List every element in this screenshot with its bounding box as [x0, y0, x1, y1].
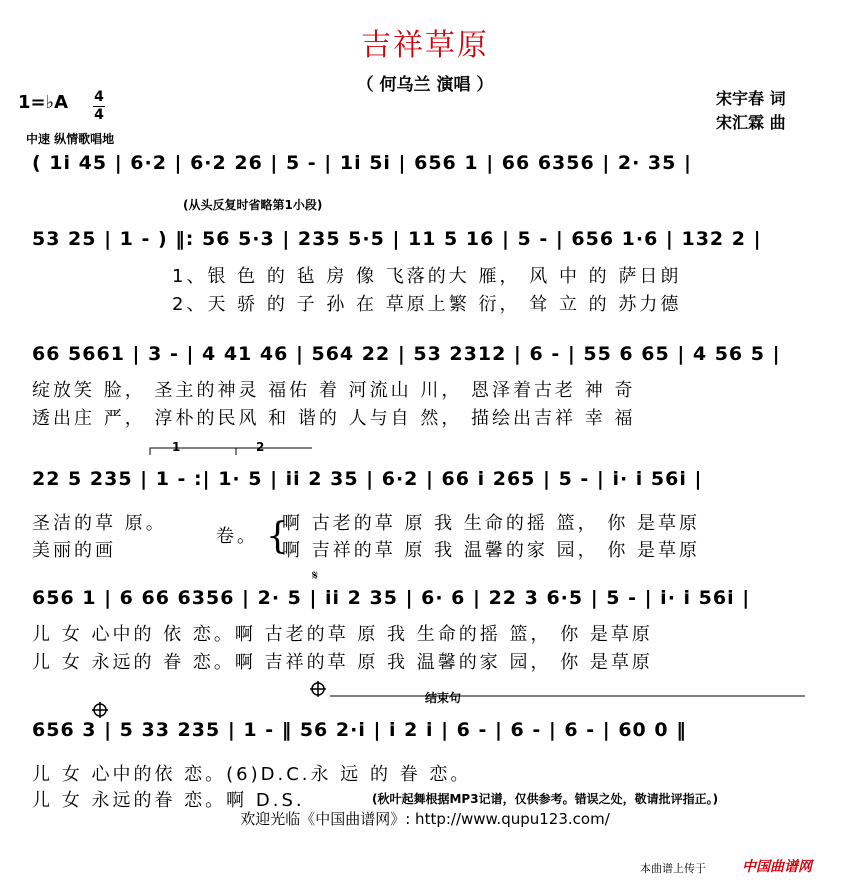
upload-label: 本曲谱上传于 — [640, 862, 706, 875]
score-row-4: 22 5 235 | 1 - :| 1· 5 | ii 2 35 | 6·2 | 66 i 265 | 5 - | i· i 56i | — [32, 468, 703, 490]
lyric-row-5-verse-1: 儿 女 心中的 依 恋。啊 古老的草 原 我 生命的摇 篮， 你 是草原 — [32, 624, 653, 645]
lyric-row-4-verse-2: 美丽的画 — [32, 540, 116, 561]
performer-subtitle: （ 何乌兰 演唱 ） — [356, 75, 494, 95]
page-title: 吉祥草原 — [361, 28, 489, 63]
lyric-row-4-verse-1: 圣洁的草 原。 — [32, 513, 167, 534]
lyric-row-4-shared: 卷。 — [216, 526, 258, 547]
footer-link[interactable]: 欢迎光临《中国曲谱网》: http://www.qupu123.com/ — [240, 810, 610, 828]
lyric-row-6-verse-2: 儿 女 永远的眷 恋。啊 D.S. — [32, 790, 305, 811]
brace-icon: { — [266, 516, 289, 557]
lyric-row-6-verse-1: 儿 女 心中的依 恋。(6)D.C.永 远 的 眷 恋。 — [32, 764, 472, 785]
coda-label: 结束句 — [425, 691, 462, 705]
lyric-row-2-verse-1: 1、银 色 的 毡 房 像 飞落的大 雁， 风 中 的 萨日朗 — [172, 266, 682, 287]
score-row-2: 53 25 | 1 - ) ‖: 56 5·3 | 235 5·5 | 11 5 16 | 5 - | 656 1·6 | 132 2 | — [32, 228, 762, 250]
volta-2-label: 2 — [256, 440, 265, 454]
lyric-row-3-verse-2: 透出庄 严， 淳朴的民风 和 谐的 人与自 然， 描绘出吉祥 幸 福 — [32, 408, 636, 429]
score-row-3: 66 5661 | 3 - | 4 41 46 | 564 22 | 53 2312 | 6 - | 55 6 65 | 4 56 5 | — [32, 343, 781, 365]
key-signature: 1=♭A — [18, 92, 69, 113]
time-signature: 4 4 — [94, 89, 104, 123]
coda-sign-icon-2 — [92, 702, 108, 718]
site-logo: 中国曲谱网 — [742, 859, 812, 875]
lyric-row-5-verse-2: 儿 女 永远的 眷 恋。啊 吉祥的草 原 我 温馨的家 园， 你 是草原 — [32, 652, 653, 673]
segno-icon: 𝄋 — [312, 568, 319, 584]
composer-credit: 宋汇霖 曲 — [716, 113, 786, 132]
repeat-annotation: (从头反复时省略第1小段) — [183, 198, 323, 212]
coda-sign-icon — [310, 681, 326, 697]
score-row-1: ( 1i 45 | 6·2 | 6·2 26 | 5 - | 1i 5i | 656 1 | 66 6356 | 2· 35 | — [32, 152, 692, 174]
volta-1-label: 1 — [172, 440, 181, 454]
lyric-row-3-verse-1: 绽放笑 脸， 圣主的神灵 福佑 着 河流山 川， 恩泽着古老 神 奇 — [32, 380, 636, 401]
transcriber-note: (秋叶起舞根据MP3记谱，仅供参考。错误之处，敬请批评指正。) — [372, 792, 719, 806]
lyric-row-4-refrain-1: 啊 古老的草 原 我 生命的摇 篮， 你 是草原 — [282, 513, 701, 534]
score-row-5: 656 1 | 6 66 6356 | 2· 5 | ii 2 35 | 6· 6 | 22 3 6·5 | 5 - | i· i 56i | — [32, 587, 751, 609]
lyric-row-4-refrain-2: 啊 吉祥的草 原 我 温馨的家 园， 你 是草原 — [282, 540, 701, 561]
lyric-row-2-verse-2: 2、天 骄 的 子 孙 在 草原上繁 衍， 耸 立 的 苏力德 — [172, 294, 682, 315]
lyricist-credit: 宋宇春 词 — [716, 89, 786, 108]
score-row-6: 656 3 | 5 33 235 | 1 - ‖ 56 2·i | i 2 i | 6 - | 6 - | 6 - | 60 0 ‖ — [32, 719, 687, 741]
tempo-marking: 中速 纵情歌唱地 — [26, 132, 115, 146]
